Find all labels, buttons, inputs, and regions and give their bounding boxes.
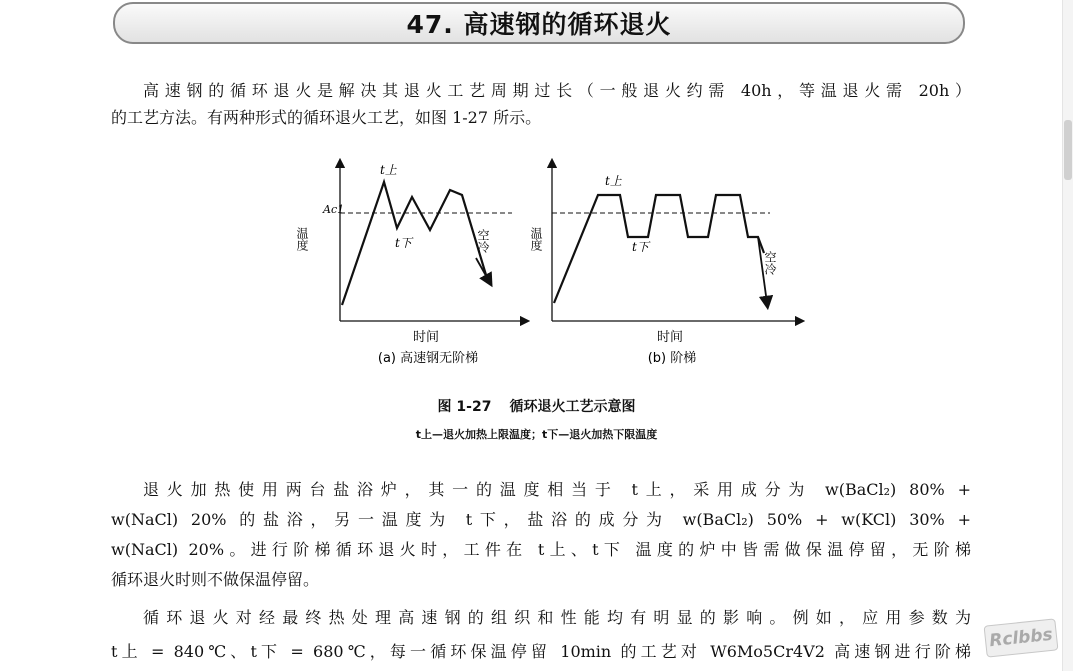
paragraph-line: 的工艺方法。有两种形式的循环退火工艺，如图 1-27 所示。 bbox=[111, 108, 542, 127]
panel-a-lower-label: t下 bbox=[395, 236, 412, 250]
panel-a-ac1-label: Ac1 bbox=[323, 203, 345, 216]
figure-caption bbox=[0, 396, 1073, 416]
panel-a-x-label: 时间 bbox=[412, 330, 440, 345]
panel-b bbox=[529, 163, 800, 366]
panel-b-upper-label: t上 bbox=[605, 174, 622, 188]
panel-b-curve bbox=[554, 195, 764, 303]
section-title: 47. 高速钢的循环退火 bbox=[406, 10, 672, 39]
panel-a bbox=[295, 163, 525, 366]
section-title-bar bbox=[113, 2, 965, 44]
paragraph-line: 循环退火时则不做保温停留。 bbox=[111, 570, 320, 589]
paragraph-line: 高速钢的循环退火是解决其退火工艺周期过长（一般退火约需 40h，等温退火需 20h） bbox=[143, 81, 971, 100]
vertical-scrollbar[interactable] bbox=[1062, 0, 1073, 671]
panel-b-cool-label: 空冷 bbox=[763, 251, 777, 275]
paragraph-salt-bath bbox=[111, 475, 971, 595]
panel-b-y-label: 温度 bbox=[529, 227, 543, 251]
panel-a-y-label: 温度 bbox=[295, 227, 309, 251]
panel-b-lower-label: t下 bbox=[632, 240, 649, 254]
paragraph-effect bbox=[111, 601, 971, 669]
paragraph-line: t上 = 840℃、t下 = 680℃，每一循环保温停留 10min 的工艺对 W6Mo5Cr4V2 高速钢进行阶梯 bbox=[111, 642, 971, 661]
paragraph-intro bbox=[111, 77, 971, 131]
scrollbar-thumb[interactable] bbox=[1064, 120, 1072, 180]
figure-number: 图 1-27 bbox=[437, 399, 492, 415]
watermark-logo: Rclbbs bbox=[984, 618, 1059, 657]
panel-a-caption: (a) 高速钢无阶梯 bbox=[377, 351, 479, 366]
panel-a-curve bbox=[342, 182, 486, 305]
figure-legend: t上—退火加热上限温度；t下—退火加热下限温度 bbox=[415, 428, 658, 441]
paragraph-line: 循环退火对经最终热处理高速钢的组织和性能均有明显的影响。例如，应用参数为 bbox=[143, 608, 971, 627]
annealing-figure bbox=[280, 155, 820, 380]
panel-a-cool-label: 空冷 bbox=[476, 229, 490, 253]
panel-b-x-label: 时间 bbox=[656, 330, 684, 345]
paragraph-line: w(NaCl) 20%。进行阶梯循环退火时，工件在 t上、t下 温度的炉中皆需做保温停留，无阶梯 bbox=[111, 540, 971, 559]
panel-b-caption: (b) 阶梯 bbox=[647, 351, 697, 366]
figure-title: 循环退火工艺示意图 bbox=[509, 399, 636, 415]
paragraph-line: 退火加热使用两台盐浴炉，其一的温度相当于 t上，采用成分为 w(BaCl₂) 80% + bbox=[143, 480, 971, 499]
paragraph-line: w(NaCl) 20% 的盐浴，另一温度为 t下，盐浴的成分为 w(BaCl₂) 50% + w(KCl) 30% + bbox=[111, 510, 971, 529]
panel-a-upper-label: t上 bbox=[380, 163, 397, 177]
